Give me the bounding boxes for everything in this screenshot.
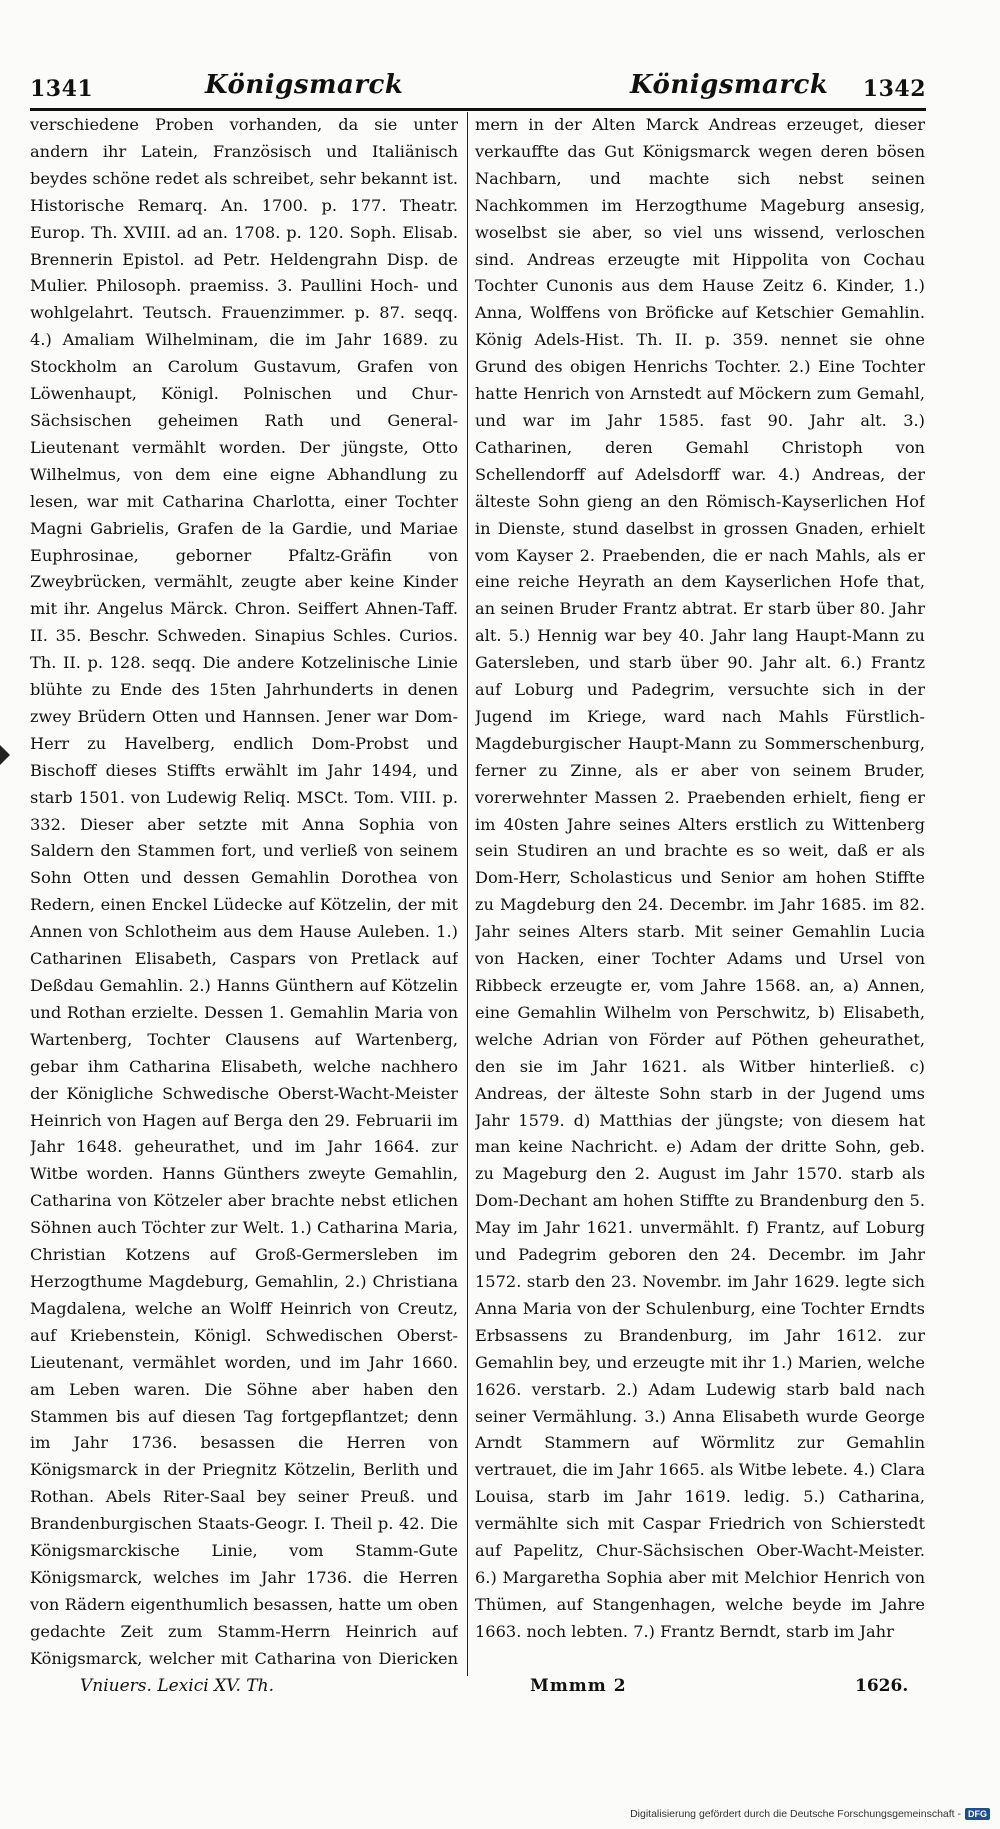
credit-text: Digitalisierung gefördert durch die Deutsche Forschungsgemeinschaft - — [630, 1808, 961, 1820]
volume-signature: Vniuers. Lexici XV. Th. — [80, 1676, 274, 1696]
left-column — [30, 112, 458, 1672]
right-column — [475, 112, 925, 1672]
left-column-text: verschiedene Proben vorhanden, da sie unter andern ihr Latein, Französisch und Italiänisch beydes schöne redet als schreibet, sehr bekannt ist. Historische Remarq. An. 1700. p. 177. Theatr. Europ. Th. XVIII. ad an. 1708. p. 120. Soph. Elisab. Brennerin Epistol. ad Petr. Heldengrahn Disp. de Mulier. Philosoph. praemiss. 3. Paullini Hoch- und wohlgelahrt. Teutsch. Frauenzimmer. p. 87. seqq. 4.) Amaliam Wilhelminam, die im Jahr 1689. zu Stockholm an Carolum Gustavum, Grafen von Löwenhaupt, Königl. Polnischen und Chur-Sächsischen geheimen Rath und General-Lieutenant vermählt worden. Der jüngste, Otto Wilhelmus, von dem eine eigne Abhandlung zu lesen, war mit Catharina Charlotta, einer Tochter Magni Gabrielis, Grafen de la Gardie, und Mariae Euphrosinae, geborner Pfaltz-Gräfin von Zweybrücken, vermählt, zeugte aber keine Kinder mit ihr. Angelus Märck. Chron. Seiffert Ahnen-Taff. II. 35. Beschr. Schweden. Sinapius Schles. Curios. Th. II. p. 128. seqq. Die andere Kotzelinische Linie blühte zu Ende des 15ten Jahrhunderts in denen zwey Brüdern Otten und Hannsen. Jener war Dom-Herr zu Havelberg, endlich Dom-Probst und Bischoff dieses Stiffts erwählt im Jahr 1494, und starb 1501. von Ludewig Reliq. MSCt. Tom. VIII. p. 332. Dieser aber setzte mit Anna Sophia von Saldern den Stammen fort, und verließ von seinem Sohn Otten und dessen Gemahlin Dorothea von Redern, einen Enckel Lüdecke auf Kötzelin, der mit Annen von Schlotheim aus dem Hause Auleben. 1.) Catharinen Elisabeth, Caspars von Pretlack auf Deßdau Gemahlin. 2.) Hanns Günthern auf Kötzelin und Rothan erzielte. Dessen 1. Gemahlin Maria von Wartenberg, Tochter Clausens auf Wartenberg, gebar ihm Catharina Elisabeth, welche nachhero der Königliche Schwedische Oberst-Wacht-Meister Heinrich von Hagen auf Berga den 29. Februarii im Jahr 1648. geheurathet, und im Jahr 1664. zur Witbe worden. Hanns Günthers zweyte Gemahlin, Catharina von Kötzeler aber brachte nebst etlichen Söhnen auch Töchter zur Welt. 1.) Catharina Maria, Christian Kotzens auf Groß-Germersleben im Herzogthume Magdeburg, Gemahlin, 2.) Christiana Magdalena, welche an Wolff Heinrich von Creutz, auf Kriebenstein, Königl. Schwedischen Oberst-Lieutenant, vermählet worden, und im Jahr 1660. am Leben waren. Die Söhne aber haben den Stammen bis auf diesen Tag fortgepflantzet; denn im Jahr 1736. besassen die Herren von Königsmarck in der Priegnitz Kötzelin, Berlith und Rothan. Abels Riter-Saal bey seiner Preuß. und Brandenburgischen Staats-Geogr. I. Theil p. 42. Die Königsmarckische Linie, vom Stamm-Gute Königsmarck, welches im Jahr 1736. die Herren von Rädern eigenthumlich besassen, hatte um oben gedachte Zeit zum Stamm-Herrn Heinrich auf Königsmarck, welcher mit Catharina von Diericken — [30, 115, 458, 1668]
running-header — [30, 66, 926, 106]
right-column-text: mern in der Alten Marck Andreas erzeuget, dieser verkauffte das Gut Königsmarck wegen deren bösen Nachbarn, und machte sich nebst seinen Nachkommen im Herzogthume Mageburg ansesig, woselbst sie aber, so viel uns wissend, verloschen sind. Andreas erzeugte mit Hippolita von Cochau Tochter Cunonis aus dem Hause Zeitz 6. Kinder, 1.) Anna, Wolffens von Bröficke auf Ketschier Gemahlin. König Adels-Hist. Th. II. p. 359. nennet sie ohne Grund des obigen Henrichs Tochter. 2.) Eine Tochter hatte Henrich von Arnstedt auf Möckern zum Gemahl, und war im Jahr 1585. fast 90. Jahr alt. 3.) Catharinen, deren Gemahl Christoph von Schellendorff auf Adelsdorff war. 4.) Andreas, der älteste Sohn gieng an den Römisch-Kayserlichen Hof in Dienste, stund daselbst in grossen Gnaden, erhielt vom Kayser 2. Praebenden, die er nach Mahls, als er eine reiche Heyrath an dem Kayserlichen Hofe that, an seinen Bruder Frantz abtrat. Er starb über 80. Jahr alt. 5.) Hennig war bey 40. Jahr lang Haupt-Mann zu Gatersleben, und starb über 90. Jahr alt. 6.) Frantz auf Loburg und Padegrim, versuchte sich in der Jugend im Kriege, ward nach Mahls Fürstlich-Magdeburgischer Haupt-Mann zu Sommerschenburg, ferner zu Zinne, als er aber von seinem Bruder, vorerwehnter Massen 2. Praebenden erhielt, fieng er im 40sten Jahre seines Alters erstlich zu Wittenberg sein Studiren an und brachte es so weit, daß er als Dom-Herr, Scholasticus und Senior am hohen Stiffte zu Magdeburg den 24. Decembr. im Jahr 1685. im 82. Jahr seines Alters starb. Mit seiner Gemahlin Lucia von Hacken, einer Tochter Adams und Ursel von Ribbeck erzeugte er, vom Jahre 1568. an, a) Annen, eine Gemahlin Wilhelm von Perschwitz, b) Elisabeth, welche Adrian von Förder auf Pöthen geheurathet, den sie im Jahr 1621. als Witber hinterließ. c) Andreas, der älteste Sohn starb in der Jugend ums Jahr 1579. d) Matthias der jüngste; von diesem hat man keine Nachricht. e) Adam der dritte Sohn, geb. zu Mageburg den 2. August im Jahr 1570. starb als Dom-Dechant am hohen Stiffte zu Brandenburg den 5. May im Jahr 1621. unvermählt. f) Frantz, auf Loburg und Padegrim geboren den 24. Decembr. im Jahr 1572. starb den 23. Novembr. im Jahr 1629. legte sich Anna Maria von der Schulenburg, eine Tochter Erndts Erbsassens zu Brandenburg, im Jahr 1612. zur Gemahlin bey, und erzeugte mit ihr 1.) Marien, welche 1626. verstarb. 2.) Adam Ludewig starb bald nach seiner Vermählung. 3.) Anna Elisabeth wurde George Arndt Stammern auf Wörmlitz zur Gemahlin vertrauet, die im Jahr 1665. als Witbe lebete. 4.) Clara Louisa, starb im Jahr 1619. ledig. 5.) Catharina, vermählte sich mit Caspar Friedrich von Schierstedt auf Papelitz, Chur-Sächsischen Ober-Wacht-Meister. 6.) Margaretha Sophia aber mit Melchior Henrich von Thümen, auf Stangenhagen, welche beyde im Jahre 1663. noch lebten. 7.) Frantz Berndt, starb im Jahr — [475, 115, 925, 1641]
signature-mark: Mmmm 2 — [530, 1676, 627, 1696]
right-running-title: Königsmarck — [630, 70, 829, 100]
dfg-logo-icon: DFG — [965, 1808, 990, 1820]
catchword: 1626. — [855, 1676, 909, 1696]
digitization-credit — [630, 1808, 990, 1820]
margin-marker-icon — [0, 745, 10, 765]
column-divider — [467, 112, 468, 1676]
left-page-number: 1341 — [30, 76, 94, 102]
right-page-number: 1342 — [862, 76, 926, 102]
left-running-title: Königsmarck — [205, 70, 404, 100]
header-rule — [30, 108, 926, 111]
